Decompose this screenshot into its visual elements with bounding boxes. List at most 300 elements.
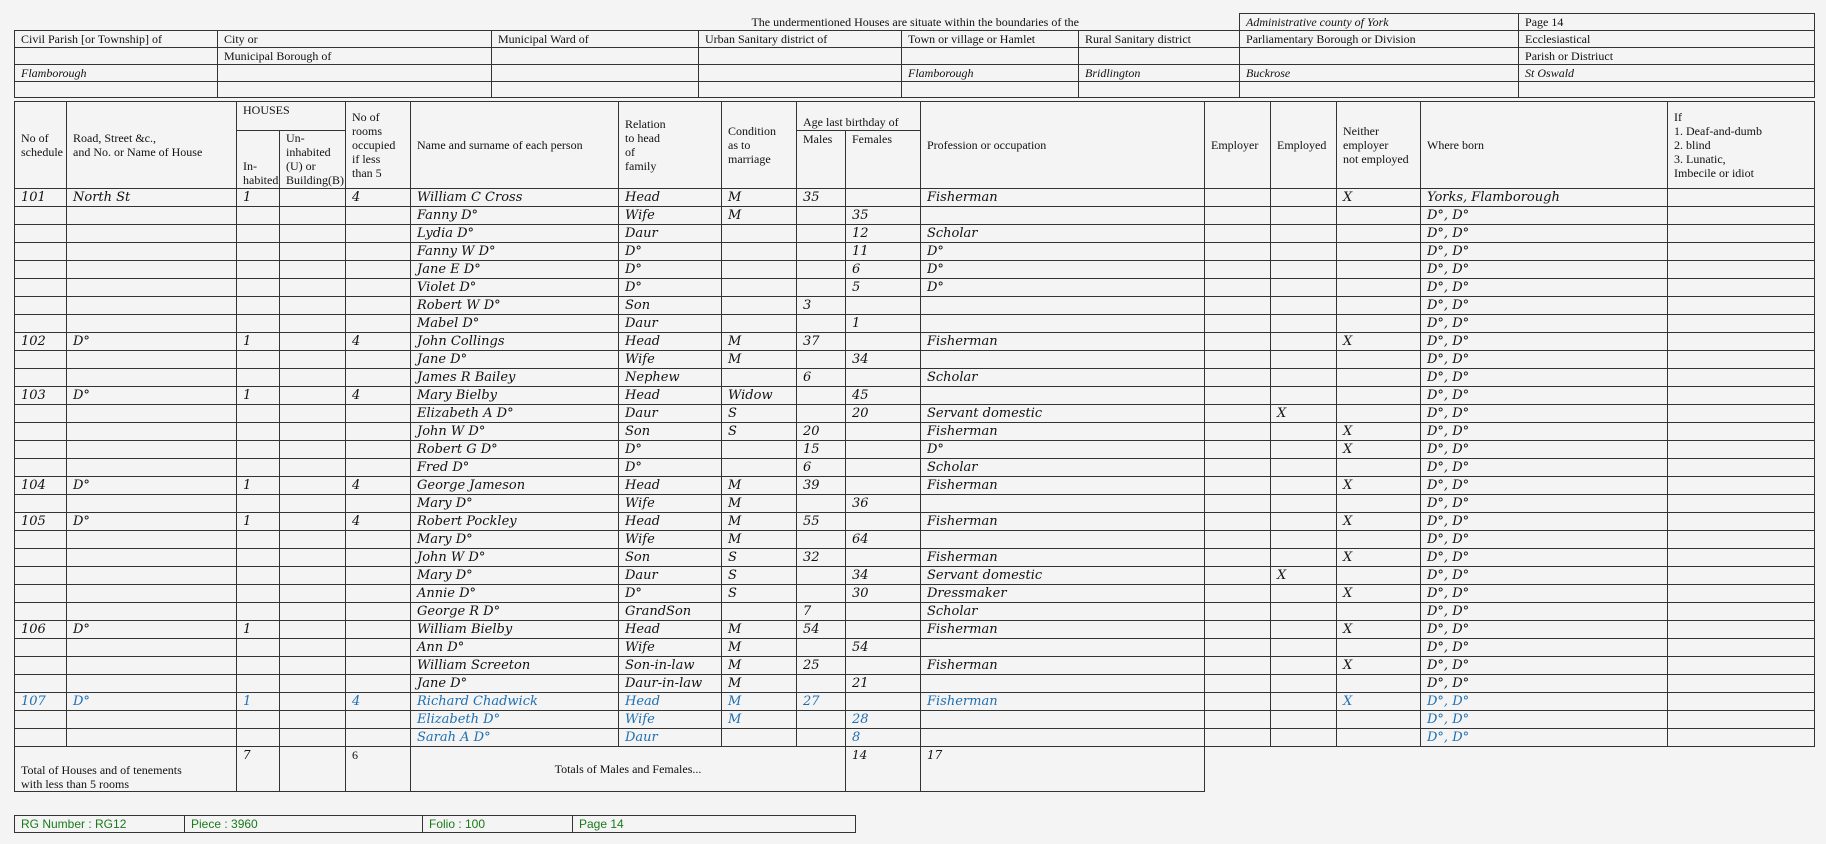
road-cell [67, 459, 237, 477]
rooms-cell [346, 585, 411, 603]
neither-cell [1337, 603, 1421, 621]
males-age-cell [797, 729, 846, 747]
road-cell [67, 243, 237, 261]
name-cell: Richard Chadwick [411, 693, 619, 711]
employed-cell [1271, 675, 1337, 693]
infirmity-cell [1668, 495, 1815, 513]
name-cell: John W D° [411, 423, 619, 441]
rooms-cell [346, 459, 411, 477]
employed-cell: X [1271, 567, 1337, 585]
profession-cell: Scholar [921, 369, 1205, 387]
schedule-cell [15, 207, 67, 225]
inhabited-cell [237, 549, 280, 567]
females-age-cell [846, 657, 921, 675]
males-age-cell [797, 225, 846, 243]
schedule-cell [15, 261, 67, 279]
uninhabited-cell [280, 207, 346, 225]
employed-cell [1271, 351, 1337, 369]
uninhabited-cell [280, 459, 346, 477]
rural-value: Bridlington [1079, 65, 1240, 82]
infirmity-cell [1668, 657, 1815, 675]
relation-cell: Head [619, 477, 722, 495]
infirmity-cell [1668, 693, 1815, 711]
enumeration-table [14, 101, 1815, 792]
ward-label: Municipal Ward of [492, 31, 699, 48]
infirmity-cell [1668, 279, 1815, 297]
rooms-cell [346, 567, 411, 585]
infirmity-cell [1668, 459, 1815, 477]
birthplace-cell: D°, D° [1421, 585, 1668, 603]
employed-cell [1271, 243, 1337, 261]
relation-cell: Daur [619, 405, 722, 423]
folio-number: Folio : 100 [423, 816, 573, 833]
relation-cell: GrandSon [619, 603, 722, 621]
table-row [15, 621, 1815, 639]
name-cell: James R Bailey [411, 369, 619, 387]
birthplace-cell: D°, D° [1421, 297, 1668, 315]
infirmity-cell [1668, 567, 1815, 585]
totals-mf-label: Totals of Males and Females... [411, 747, 846, 792]
employed-cell [1271, 657, 1337, 675]
infirmity-cell [1668, 243, 1815, 261]
road-cell: D° [67, 333, 237, 351]
table-row [15, 459, 1815, 477]
employer-cell [1205, 693, 1271, 711]
schedule-cell [15, 423, 67, 441]
relation-cell: D° [619, 279, 722, 297]
employed-cell [1271, 603, 1337, 621]
table-row [15, 675, 1815, 693]
boundaries-text: The undermentioned Houses are situate within the boundaries of the [15, 14, 1240, 31]
neither-cell [1337, 243, 1421, 261]
relation-cell: Daur [619, 567, 722, 585]
inhabited-cell: 1 [237, 513, 280, 531]
road-cell [67, 279, 237, 297]
neither-cell [1337, 567, 1421, 585]
page-reference: Page 14 [573, 816, 856, 833]
rooms-cell [346, 279, 411, 297]
schedule-cell [15, 657, 67, 675]
road-cell [67, 351, 237, 369]
profession-cell: D° [921, 243, 1205, 261]
employed-cell [1271, 693, 1337, 711]
profession-cell [921, 495, 1205, 513]
table-row [15, 513, 1815, 531]
condition-cell: M [722, 477, 797, 495]
uninhabited-cell [280, 567, 346, 585]
condition-cell: M [722, 207, 797, 225]
uninhabited-cell [280, 729, 346, 747]
condition-cell [722, 441, 797, 459]
neither-cell: X [1337, 549, 1421, 567]
condition-cell: M [722, 189, 797, 207]
birthplace-cell: D°, D° [1421, 315, 1668, 333]
table-row [15, 441, 1815, 459]
rooms-cell [346, 531, 411, 549]
males-age-cell: 20 [797, 423, 846, 441]
relation-cell: Wife [619, 207, 722, 225]
name-cell: Fred D° [411, 459, 619, 477]
males-age-cell: 32 [797, 549, 846, 567]
inhabited-cell [237, 279, 280, 297]
females-age-cell: 54 [846, 639, 921, 657]
relation-cell: Wife [619, 639, 722, 657]
uninhabited-cell [280, 297, 346, 315]
infirmity-cell [1668, 405, 1815, 423]
employed-cell: X [1271, 405, 1337, 423]
col-where-born: Where born [1421, 102, 1668, 189]
profession-cell: Fisherman [921, 423, 1205, 441]
relation-cell: Wife [619, 351, 722, 369]
uninhabited-cell [280, 333, 346, 351]
females-age-cell [846, 441, 921, 459]
road-cell [67, 261, 237, 279]
neither-cell [1337, 261, 1421, 279]
rooms-cell: 4 [346, 333, 411, 351]
neither-cell [1337, 297, 1421, 315]
road-cell [67, 567, 237, 585]
rooms-cell [346, 603, 411, 621]
uninhabited-cell [280, 513, 346, 531]
uninhabited-cell [280, 405, 346, 423]
employer-cell [1205, 441, 1271, 459]
profession-cell: Fisherman [921, 657, 1205, 675]
birthplace-cell: D°, D° [1421, 711, 1668, 729]
rooms-cell [346, 315, 411, 333]
infirmity-cell [1668, 225, 1815, 243]
males-age-cell [797, 279, 846, 297]
rooms-cell [346, 207, 411, 225]
profession-cell: Dressmaker [921, 585, 1205, 603]
schedule-cell [15, 531, 67, 549]
inhabited-cell: 1 [237, 387, 280, 405]
uninhabited-cell [280, 477, 346, 495]
condition-cell: M [722, 351, 797, 369]
inhabited-cell [237, 315, 280, 333]
schedule-cell: 104 [15, 477, 67, 495]
relation-cell: Son-in-law [619, 657, 722, 675]
birthplace-cell: D°, D° [1421, 693, 1668, 711]
inhabited-cell [237, 405, 280, 423]
condition-cell: M [722, 639, 797, 657]
col-neither: Neither employer not employed [1337, 102, 1421, 189]
col-employer: Employer [1205, 102, 1271, 189]
profession-cell: Scholar [921, 225, 1205, 243]
neither-cell: X [1337, 693, 1421, 711]
col-profession: Profession or occupation [921, 102, 1205, 189]
name-cell: William Bielby [411, 621, 619, 639]
rooms-cell [346, 369, 411, 387]
name-cell: Elizabeth D° [411, 711, 619, 729]
employer-cell [1205, 495, 1271, 513]
rooms-cell [346, 729, 411, 747]
males-age-cell [797, 675, 846, 693]
schedule-cell [15, 603, 67, 621]
name-cell: Violet D° [411, 279, 619, 297]
name-cell: William Screeton [411, 657, 619, 675]
males-age-cell [797, 387, 846, 405]
schedule-cell: 106 [15, 621, 67, 639]
males-age-cell: 6 [797, 459, 846, 477]
females-age-cell [846, 423, 921, 441]
condition-cell [722, 369, 797, 387]
females-age-cell [846, 603, 921, 621]
relation-cell: Son [619, 297, 722, 315]
males-age-cell [797, 315, 846, 333]
col-schedule: No of schedule [15, 102, 67, 189]
col-rooms: No of rooms occupied if less than 5 [346, 102, 411, 189]
schedule-cell [15, 405, 67, 423]
inhabited-cell: 1 [237, 333, 280, 351]
name-cell: Jane D° [411, 675, 619, 693]
total-males: 14 [846, 747, 921, 792]
condition-cell: M [722, 675, 797, 693]
females-age-cell: 35 [846, 207, 921, 225]
profession-cell: D° [921, 279, 1205, 297]
employer-cell [1205, 387, 1271, 405]
females-age-cell: 21 [846, 675, 921, 693]
females-age-cell [846, 459, 921, 477]
relation-cell: Wife [619, 495, 722, 513]
males-age-cell [797, 495, 846, 513]
employed-cell [1271, 261, 1337, 279]
schedule-cell [15, 639, 67, 657]
employed-cell [1271, 225, 1337, 243]
females-age-cell: 1 [846, 315, 921, 333]
birthplace-cell: D°, D° [1421, 477, 1668, 495]
males-age-cell: 35 [797, 189, 846, 207]
name-cell: Mary D° [411, 495, 619, 513]
employer-cell [1205, 477, 1271, 495]
relation-cell: D° [619, 585, 722, 603]
infirmity-cell [1668, 351, 1815, 369]
inhabited-cell [237, 225, 280, 243]
neither-cell [1337, 639, 1421, 657]
birthplace-cell: D°, D° [1421, 657, 1668, 675]
employed-cell [1271, 495, 1337, 513]
road-cell: D° [67, 477, 237, 495]
males-age-cell [797, 711, 846, 729]
females-age-cell [846, 693, 921, 711]
employer-cell [1205, 351, 1271, 369]
ecclesiastical-label-2: Parish or Distriuct [1519, 48, 1815, 65]
birthplace-cell: D°, D° [1421, 567, 1668, 585]
uninhabited-cell [280, 387, 346, 405]
relation-cell: Head [619, 513, 722, 531]
employed-cell [1271, 621, 1337, 639]
inhabited-cell [237, 459, 280, 477]
road-cell: D° [67, 387, 237, 405]
birthplace-cell: D°, D° [1421, 351, 1668, 369]
road-cell: D° [67, 621, 237, 639]
uninhabited-cell [280, 531, 346, 549]
uninhabited-cell [280, 639, 346, 657]
neither-cell: X [1337, 621, 1421, 639]
neither-cell: X [1337, 441, 1421, 459]
relation-cell: D° [619, 441, 722, 459]
uninhabited-cell [280, 693, 346, 711]
rooms-cell [346, 711, 411, 729]
road-cell [67, 495, 237, 513]
infirmity-cell [1668, 531, 1815, 549]
uninhabited-cell [280, 261, 346, 279]
uninhabited-cell [280, 603, 346, 621]
piece-number: Piece : 3960 [185, 816, 423, 833]
schedule-cell [15, 243, 67, 261]
table-row [15, 585, 1815, 603]
rooms-cell [346, 297, 411, 315]
condition-cell [722, 243, 797, 261]
rooms-cell: 4 [346, 189, 411, 207]
table-row [15, 477, 1815, 495]
males-age-cell: 7 [797, 603, 846, 621]
uninhabited-cell [280, 441, 346, 459]
name-cell: Robert G D° [411, 441, 619, 459]
relation-cell: Daur-in-law [619, 675, 722, 693]
condition-cell [722, 225, 797, 243]
name-cell: Sarah A D° [411, 729, 619, 747]
table-row [15, 711, 1815, 729]
profession-cell: D° [921, 441, 1205, 459]
road-cell [67, 711, 237, 729]
condition-cell [722, 297, 797, 315]
relation-cell: Daur [619, 225, 722, 243]
birthplace-cell: D°, D° [1421, 261, 1668, 279]
road-cell [67, 207, 237, 225]
inhabited-cell [237, 711, 280, 729]
condition-cell: S [722, 405, 797, 423]
uninhabited-cell [280, 549, 346, 567]
neither-cell: X [1337, 657, 1421, 675]
rooms-cell [346, 639, 411, 657]
rooms-cell [346, 225, 411, 243]
name-cell: Mary D° [411, 567, 619, 585]
neither-cell [1337, 459, 1421, 477]
col-age: Age last birthday of [797, 102, 921, 131]
birthplace-cell: D°, D° [1421, 369, 1668, 387]
schedule-cell [15, 585, 67, 603]
table-row [15, 405, 1815, 423]
relation-cell: Head [619, 333, 722, 351]
males-age-cell [797, 351, 846, 369]
employer-cell [1205, 567, 1271, 585]
name-cell: George Jameson [411, 477, 619, 495]
schedule-cell: 103 [15, 387, 67, 405]
condition-cell: M [722, 333, 797, 351]
schedule-cell [15, 279, 67, 297]
rooms-cell [346, 675, 411, 693]
col-uninhabited: Un- inhabited (U) or Building(B) [280, 131, 346, 189]
condition-cell: M [722, 513, 797, 531]
employer-cell [1205, 459, 1271, 477]
infirmity-cell [1668, 729, 1815, 747]
inhabited-cell [237, 531, 280, 549]
table-row [15, 279, 1815, 297]
condition-cell [722, 261, 797, 279]
condition-cell: M [722, 621, 797, 639]
profession-cell [921, 351, 1205, 369]
neither-cell [1337, 225, 1421, 243]
col-condition: Condition as to marriage [722, 102, 797, 189]
employed-cell [1271, 297, 1337, 315]
table-row [15, 549, 1815, 567]
females-age-cell [846, 621, 921, 639]
employer-cell [1205, 297, 1271, 315]
females-age-cell: 30 [846, 585, 921, 603]
profession-cell: Fisherman [921, 333, 1205, 351]
table-row [15, 603, 1815, 621]
rural-label: Rural Sanitary district [1079, 31, 1240, 48]
neither-cell [1337, 279, 1421, 297]
employed-cell [1271, 423, 1337, 441]
employer-cell [1205, 549, 1271, 567]
schedule-cell [15, 549, 67, 567]
name-cell: Ann D° [411, 639, 619, 657]
road-cell [67, 369, 237, 387]
road-cell: D° [67, 513, 237, 531]
neither-cell: X [1337, 513, 1421, 531]
inhabited-cell [237, 729, 280, 747]
road-cell [67, 315, 237, 333]
birthplace-cell: D°, D° [1421, 729, 1668, 747]
condition-cell: M [722, 531, 797, 549]
road-cell: North St [67, 189, 237, 207]
road-cell [67, 657, 237, 675]
road-cell [67, 675, 237, 693]
infirmity-cell [1668, 189, 1815, 207]
table-row [15, 693, 1815, 711]
birthplace-cell: D°, D° [1421, 531, 1668, 549]
uninhabited-cell [280, 225, 346, 243]
census-sheet [14, 13, 1814, 792]
infirmity-cell [1668, 369, 1815, 387]
relation-cell: Daur [619, 315, 722, 333]
table-row [15, 189, 1815, 207]
table-row [15, 423, 1815, 441]
employer-cell [1205, 279, 1271, 297]
condition-cell: M [722, 657, 797, 675]
employer-cell [1205, 621, 1271, 639]
males-age-cell [797, 531, 846, 549]
name-cell: William C Cross [411, 189, 619, 207]
inhabited-cell [237, 207, 280, 225]
employed-cell [1271, 333, 1337, 351]
table-row [15, 333, 1815, 351]
table-row [15, 297, 1815, 315]
infirmity-cell [1668, 261, 1815, 279]
employer-cell [1205, 513, 1271, 531]
males-age-cell: 15 [797, 441, 846, 459]
profession-cell: Fisherman [921, 621, 1205, 639]
civil-parish-label: Civil Parish [or Township] of [15, 31, 218, 48]
employed-cell [1271, 711, 1337, 729]
inhabited-cell [237, 603, 280, 621]
uninhabited-cell [280, 711, 346, 729]
schedule-cell [15, 729, 67, 747]
males-age-cell: 3 [797, 297, 846, 315]
profession-cell [921, 531, 1205, 549]
birthplace-cell: D°, D° [1421, 495, 1668, 513]
page-number: Page 14 [1519, 14, 1815, 31]
rooms-cell: 4 [346, 513, 411, 531]
table-row [15, 657, 1815, 675]
inhabited-cell [237, 585, 280, 603]
neither-cell [1337, 675, 1421, 693]
rooms-cell [346, 441, 411, 459]
females-age-cell: 34 [846, 567, 921, 585]
name-cell: Mary D° [411, 531, 619, 549]
profession-cell [921, 711, 1205, 729]
